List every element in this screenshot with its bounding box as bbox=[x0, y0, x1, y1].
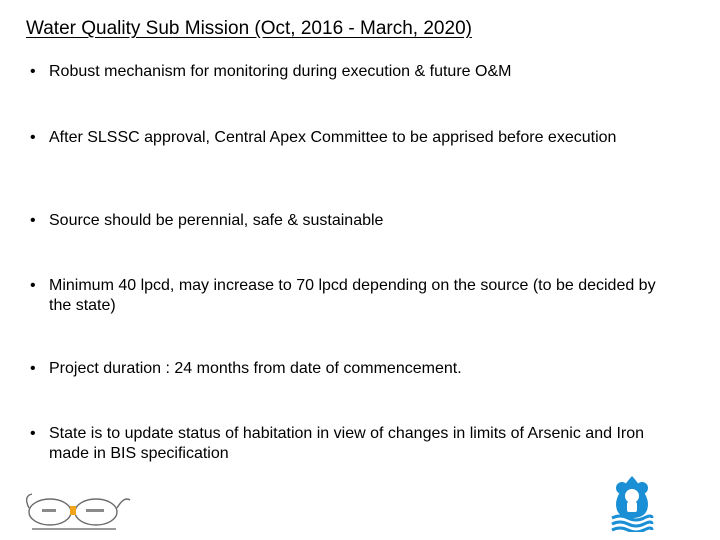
bullet-text: State is to update status of habitation in view of changes in limits of Arsenic and Iron made in BIS specification bbox=[49, 425, 645, 462]
slide-title: Water Quality Sub Mission (Oct, 2016 - March, 2020) bbox=[26, 18, 472, 39]
bullet-text: Project duration : 24 months from date of commencement. bbox=[49, 360, 462, 377]
bullet-text: Robust mechanism for monitoring during execution & future O&M bbox=[49, 63, 512, 80]
water-drop-emblem-icon bbox=[608, 474, 656, 532]
list-item bbox=[30, 62, 670, 82]
bullet-text: Minimum 40 lpcd, may increase to 70 lpcd depending on the source (to be decided by the state) bbox=[49, 277, 656, 314]
bullet-dot: • bbox=[30, 425, 36, 442]
bullet-dot: • bbox=[30, 129, 36, 146]
list-item bbox=[30, 128, 670, 148]
swachh-bharat-logo-icon bbox=[20, 490, 132, 534]
list-item bbox=[30, 359, 670, 379]
list-item bbox=[30, 276, 670, 316]
bullet-dot: • bbox=[30, 63, 36, 80]
bullet-text: After SLSSC approval, Central Apex Committee to be apprised before execution bbox=[49, 129, 617, 146]
list-item bbox=[30, 211, 670, 231]
bullet-dot: • bbox=[30, 360, 36, 377]
bullet-text: Source should be perennial, safe & sustainable bbox=[49, 212, 384, 229]
bullet-dot: • bbox=[30, 212, 36, 229]
list-item bbox=[30, 424, 670, 464]
bullet-dot: • bbox=[30, 277, 36, 294]
